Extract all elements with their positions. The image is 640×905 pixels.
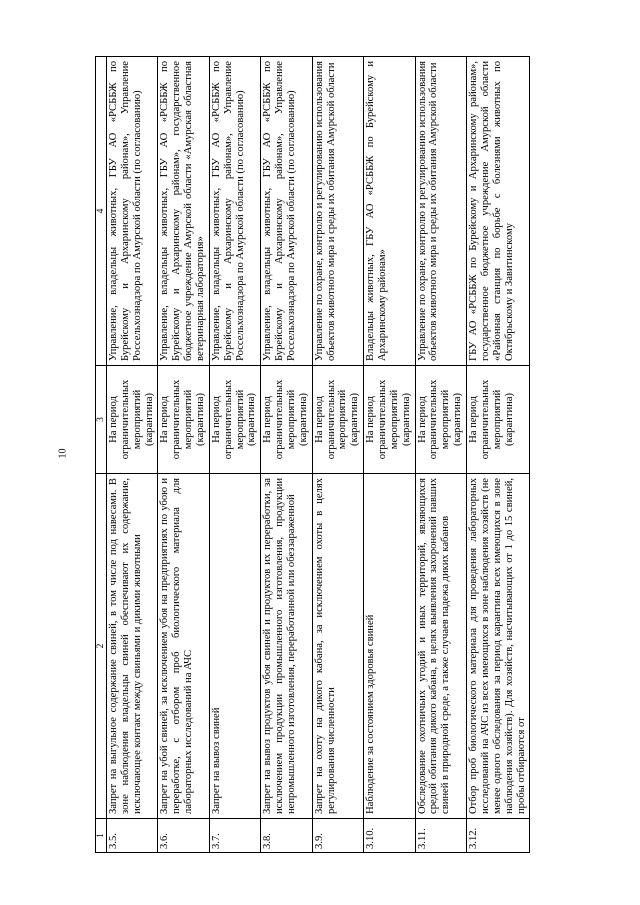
measure-cell: Запрет на убой свиней, за исключением убоя на предприятиях по убою и переработке, с отбором проб биологического материала для лабораторных исследований на АЧС [158,474,209,819]
responsible-cell: Управление, владельцы животных, ГБУ АО «РСББЖ по Бурейскому и Архаринскому районам», Управление Россельхознадзора по Амурской области (по согласованию) [261,57,312,366]
row-number: 3.11. [415,819,466,853]
header-col-2: 2 [96,474,107,819]
measure-cell: Запрет на охоту на дикого кабана, за исключением охоты в целях регулирования численности [312,474,363,819]
row-number: 3.6. [158,819,209,853]
period-cell: На период ограничительных мероприятий (карантина) [158,366,209,474]
measure-cell: Наблюдение за состоянием здоровья свиней [364,474,415,819]
table-row [158,57,209,853]
measure-cell: Обследование охотничьих угодий и иных территорий, являющихся средой обитания дикого кабана, в целях выявления захоронений павших свиней в природной среде, а также случаев падежа диких кабанов [415,474,466,819]
measure-cell: Запрет на вывоз свиней [209,474,260,819]
period-cell: На период ограничительных мероприятий (карантина) [364,366,415,474]
row-number: 3.10. [364,819,415,853]
responsible-cell: Владельцы животных, ГБУ АО «РСББЖ по Бурейскому и Архаринскому районам» [364,57,415,366]
measure-cell: Запрет на выгульное содержание свиней, в том числе под навесами. В зоне наблюдения владельцы свиней обеспечивают их содержание, исключающее контакт между свиньями и дикими животными [107,474,158,819]
period-cell: На период ограничительных мероприятий (карантина) [261,366,312,474]
header-col-1: 1 [96,819,107,853]
rotated-page [95,57,593,853]
period-cell: На период ограничительных мероприятий (карантина) [312,366,363,474]
row-number: 3.7. [209,819,260,853]
responsible-cell: Управление, владельцы животных, ГБУ АО «РСББЖ по Бурейскому и Архаринскому районам», Управление Россельхознадзора по Амурской области (по согласованию) [107,57,158,366]
header-col-4: 4 [96,57,107,366]
table-row [415,57,466,853]
measure-cell: Запрет на вывоз продуктов убоя свиней и продуктов их переработки, за исключением продукции промышленного изготовления, продукции непромышленного изготовления, переработанной или обеззараженной [261,474,312,819]
table-row [467,57,530,853]
responsible-cell: Управление, владельцы животных, ГБУ АО «РСББЖ по Бурейскому и Архаринскому районам», Управление Россельхознадзора по Амурской области (по согласованию) [209,57,260,366]
table-row [107,57,158,853]
table-header-row [96,57,107,853]
period-cell: На период ограничительных мероприятий (карантина) [415,366,466,474]
responsible-cell: Управление по охране, контролю и регулированию использования объектов животного мира и среды их обитания Амурской области [312,57,363,366]
row-number: 3.8. [261,819,312,853]
page-number: 10 [57,448,69,459]
row-number: 3.5. [107,819,158,853]
period-cell: На период ограничительных мероприятий (карантина) [107,366,158,474]
responsible-cell: Управление по охране, контролю и регулированию использования объектов животного мира и среды их обитания Амурской области [415,57,466,366]
measures-table [95,56,530,853]
responsible-cell: Управление, владельцы животных, ГБУ АО «РСББЖ по Бурейскому и Архаринскому районам», государственное бюджетное учреждение Амурской области «Амурская областная ветеринарная лаборатория» [158,57,209,366]
table-row [364,57,415,853]
measure-cell: Отбор проб биологического материала для проведения лабораторных исследований на АЧС из всех имеющихся в зоне наблюдения хозяйств (не менее одного обследования за период карантина всех имеющихся в зоне наблюдения хозяйств). Для хозяйств, насчитывающих от 1 до 15 свиней, пробы отбираются от [467,474,530,819]
table-row [312,57,363,853]
table-row [261,57,312,853]
responsible-cell: ГБУ АО «РСББЖ по Бурейскому и Архаринскому районам», государственное бюджетное учреждение Амурской области «Районная станция по борьбе с болезнями животных по Октябрьскому и Завитинскому [467,57,530,366]
table-row [209,57,260,853]
row-number: 3.12. [467,819,530,853]
row-number: 3.9. [312,819,363,853]
period-cell: На период ограничительных мероприятий (карантина) [467,366,530,474]
period-cell: На период ограничительных мероприятий (карантина) [209,366,260,474]
header-col-3: 3 [96,366,107,474]
